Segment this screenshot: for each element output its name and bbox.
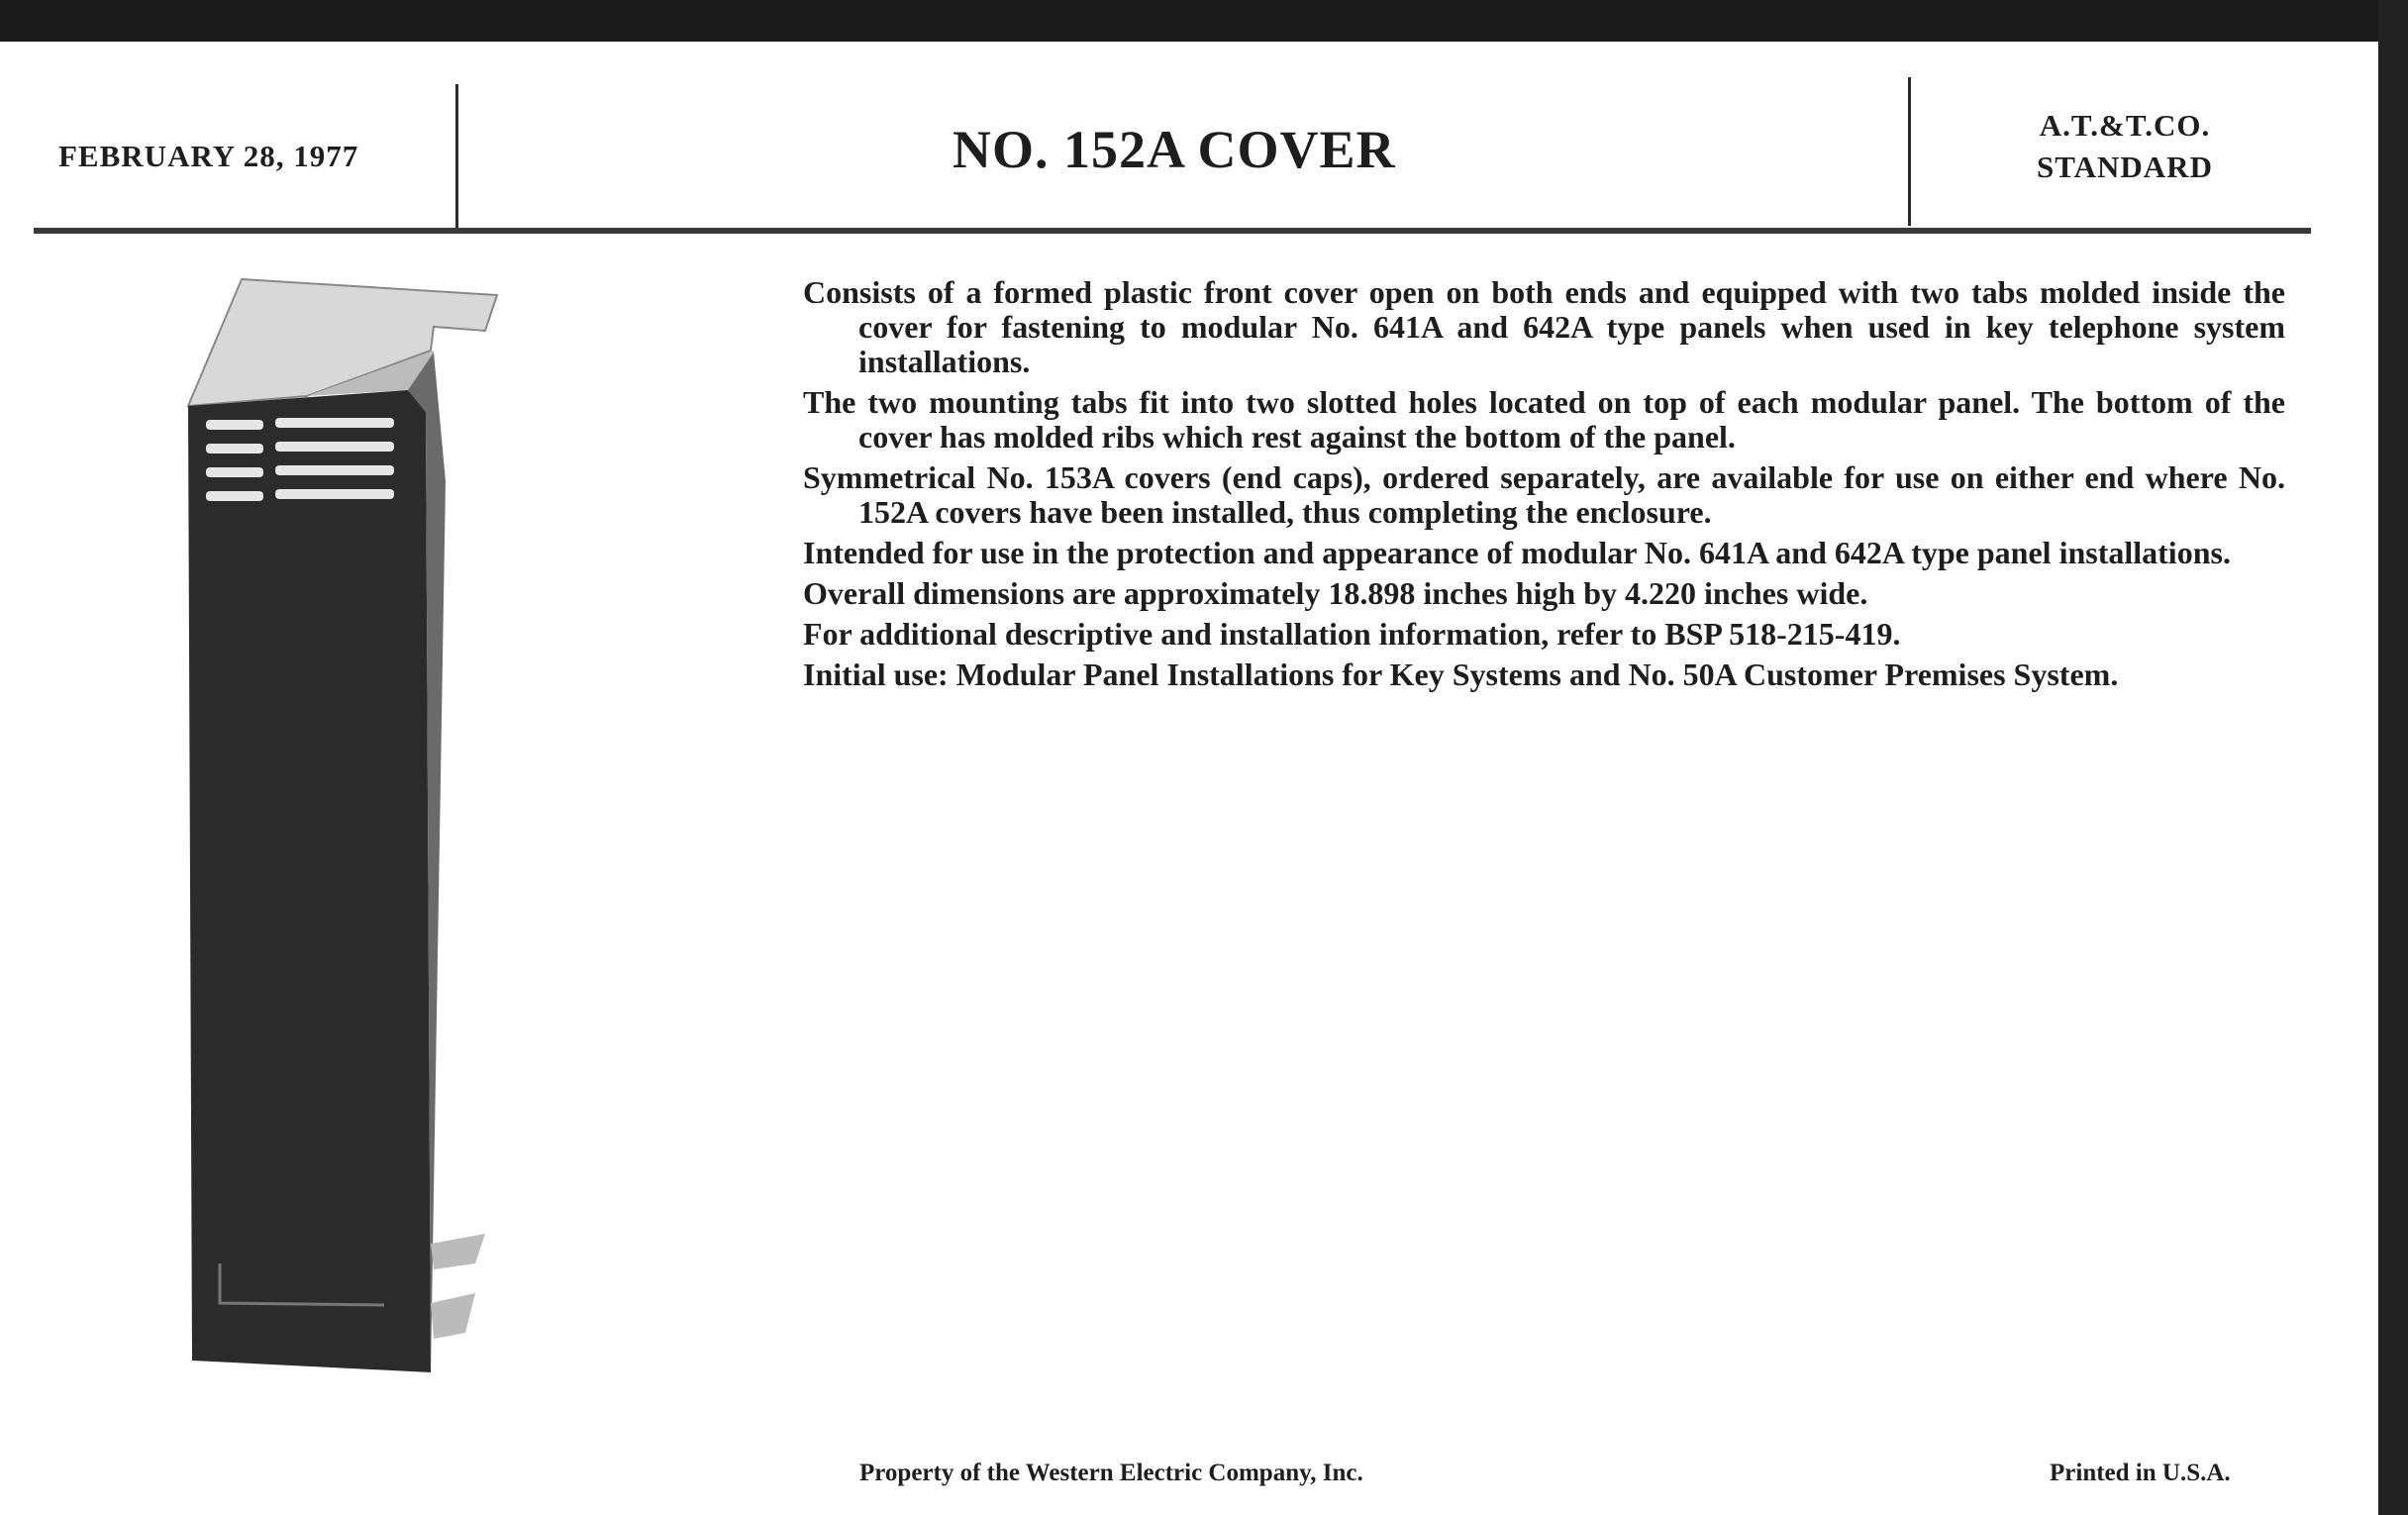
cover-product-photo (178, 273, 515, 1382)
header-divider-right (1908, 77, 1911, 226)
paragraph-intended-use: Intended for use in the protection and appearance of modular No. 641A and 642A type panel installations. (803, 535, 2231, 570)
description-body (803, 275, 2285, 698)
header-rule (34, 228, 2311, 234)
paragraph-composition: Consists of a formed plastic front cover open on both ends and equipped with two tabs molded inside the cover for fastening to modular No. 641A and 642A type panels when used in key telephone system installations. (803, 274, 2285, 379)
cover-front-face (188, 390, 431, 1372)
footer-property: Property of the Western Electric Company, Inc. (859, 1460, 1363, 1486)
scan-border-right (2378, 0, 2408, 1515)
standard-label (1990, 105, 2259, 188)
scan-border-top (0, 0, 2408, 42)
document-date: FEBRUARY 28, 1977 (58, 139, 359, 173)
paragraph-dimensions: Overall dimensions are approximately 18.898 inches high by 4.220 inches wide. (803, 575, 1868, 611)
paragraph-end-caps: Symmetrical No. 153A covers (end caps), ordered separately, are available for use on either end where No. 152A covers have been installed, thus completing the enclosure. (803, 459, 2285, 530)
page-title: NO. 152A COVER (953, 120, 1396, 179)
header-divider-left (455, 84, 458, 231)
paragraph-mounting: The two mounting tabs fit into two slotted holes located on top of each modular panel. The bottom of the cover has molded ribs which rest against the bottom of the panel. (803, 384, 2285, 454)
paragraph-reference: For additional descriptive and installation information, refer to BSP 518-215-419. (803, 616, 1901, 652)
footer-printed: Printed in U.S.A. (2050, 1460, 2231, 1486)
paragraph-initial-use: Initial use: Modular Panel Installations for Key Systems and No. 50A Customer Premises System. (803, 656, 2119, 692)
standard-line-2: STANDARD (2037, 150, 2213, 184)
standard-line-1: A.T.&T.CO. (2039, 108, 2211, 143)
